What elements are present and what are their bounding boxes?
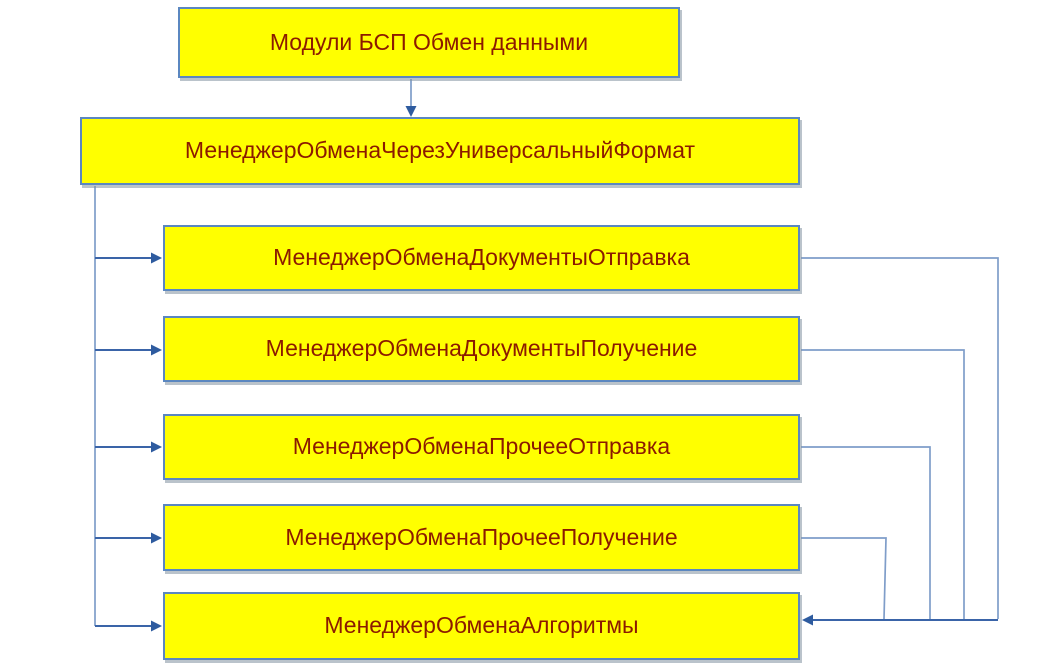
node-docs-send-label: МенеджерОбменаДокументыОтправка — [273, 244, 690, 271]
node-universal-format-manager-label: МенеджерОбменаЧерезУниверсальныйФормат — [184, 137, 696, 164]
node-docs-send — [163, 225, 800, 291]
node-other-send — [163, 414, 800, 480]
node-root — [178, 7, 680, 78]
node-root-label: Модули БСП Обмен данными — [269, 28, 589, 55]
node-docs-receive — [163, 316, 800, 382]
node-algorithms-label: МенеджерОбменаАлгоритмы — [324, 612, 639, 639]
edge-other-receive-to-algorithms — [801, 538, 886, 619]
edge-other-send-to-algorithms — [801, 447, 930, 619]
node-docs-receive-label: МенеджерОбменаДокументыПолучение — [265, 335, 698, 362]
edge-universal-to-docs-send — [95, 253, 162, 264]
edge-universal-to-other-receive — [95, 533, 162, 544]
node-other-receive-label: МенеджерОбменаПрочееПолучение — [285, 523, 678, 550]
node-universal-format-manager — [80, 117, 800, 185]
edge-universal-to-algorithms — [95, 621, 162, 632]
edge-universal-to-other-send — [95, 442, 162, 453]
node-other-receive — [163, 504, 800, 571]
edge-universal-to-docs-receive — [95, 345, 162, 356]
node-algorithms — [163, 592, 800, 660]
node-other-send-label: МенеджерОбменаПрочееОтправка — [292, 433, 671, 460]
edge-merge-into-algorithms — [802, 615, 998, 626]
edge-docs-send-to-algorithms — [801, 258, 998, 619]
edge-docs-receive-to-algorithms — [801, 350, 964, 619]
edge-root-to-universal — [406, 79, 417, 117]
